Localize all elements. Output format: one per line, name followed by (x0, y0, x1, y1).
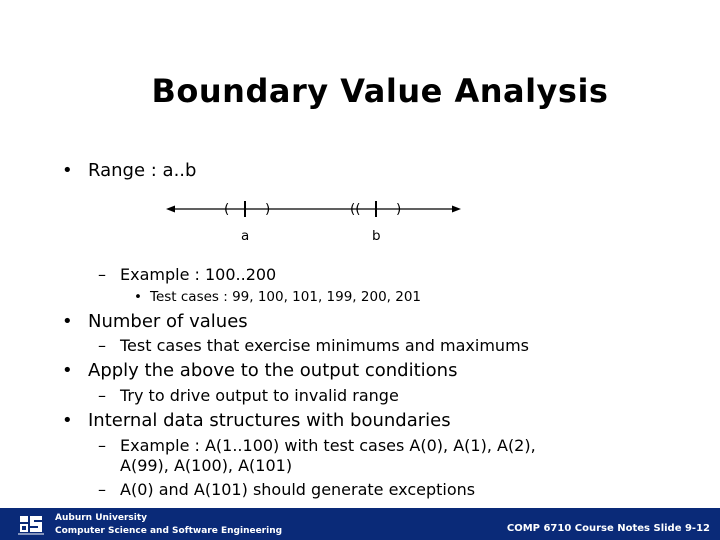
bullet-range: • (62, 160, 73, 181)
bracket-a-close: ) (265, 201, 271, 217)
right-arrowhead-icon (452, 206, 461, 213)
slide-title: Boundary Value Analysis (151, 72, 609, 110)
internal-data: Internal data structures with boundaries (88, 410, 451, 431)
dash-example: – (98, 265, 106, 284)
exceptions: A(0) and A(101) should generate exceptions (120, 480, 476, 499)
example-range: Example : 100..200 (120, 265, 277, 284)
label-a: a (241, 228, 250, 244)
dash-min-max: – (98, 336, 106, 355)
apply-output: Apply the above to the output conditions (88, 360, 458, 381)
test-cases-min-max: Test cases that exercise minimums and maximums (120, 336, 529, 355)
example-array-line1: Example : A(1..100) with test cases A(0), A(1), A(2), (120, 436, 536, 455)
dash-drive-output: – (98, 386, 106, 405)
bullet-internal-data: • (62, 410, 73, 431)
bullet-test-cases: • (134, 289, 142, 305)
dash-exceptions: – (98, 480, 106, 499)
footer-university: Auburn University (55, 513, 148, 523)
bracket-a-open: ( (224, 201, 230, 217)
label-b: b (372, 228, 381, 244)
test-cases: Test cases : 99, 100, 101, 199, 200, 201 (150, 289, 422, 305)
footer-course-slide: COMP 6710 Course Notes Slide 9-12 (506, 523, 710, 534)
bracket-b-close: ) (396, 201, 402, 217)
example-array-line2: A(99), A(100), A(101) (120, 456, 293, 475)
bracket-b-open: (( (350, 201, 361, 217)
auburn-logo-icon (18, 512, 44, 536)
number-of-values: Number of values (88, 311, 248, 332)
bullet-number-values: • (62, 311, 73, 332)
left-arrowhead-icon (166, 206, 175, 213)
range-text: Range : a..b (88, 160, 197, 181)
drive-output: Try to drive output to invalid range (120, 386, 399, 405)
footer-department: Computer Science and Software Engineering (55, 526, 283, 536)
footer-bar (0, 508, 720, 540)
dash-example-array: – (98, 436, 106, 455)
bullet-apply-output: • (62, 360, 73, 381)
